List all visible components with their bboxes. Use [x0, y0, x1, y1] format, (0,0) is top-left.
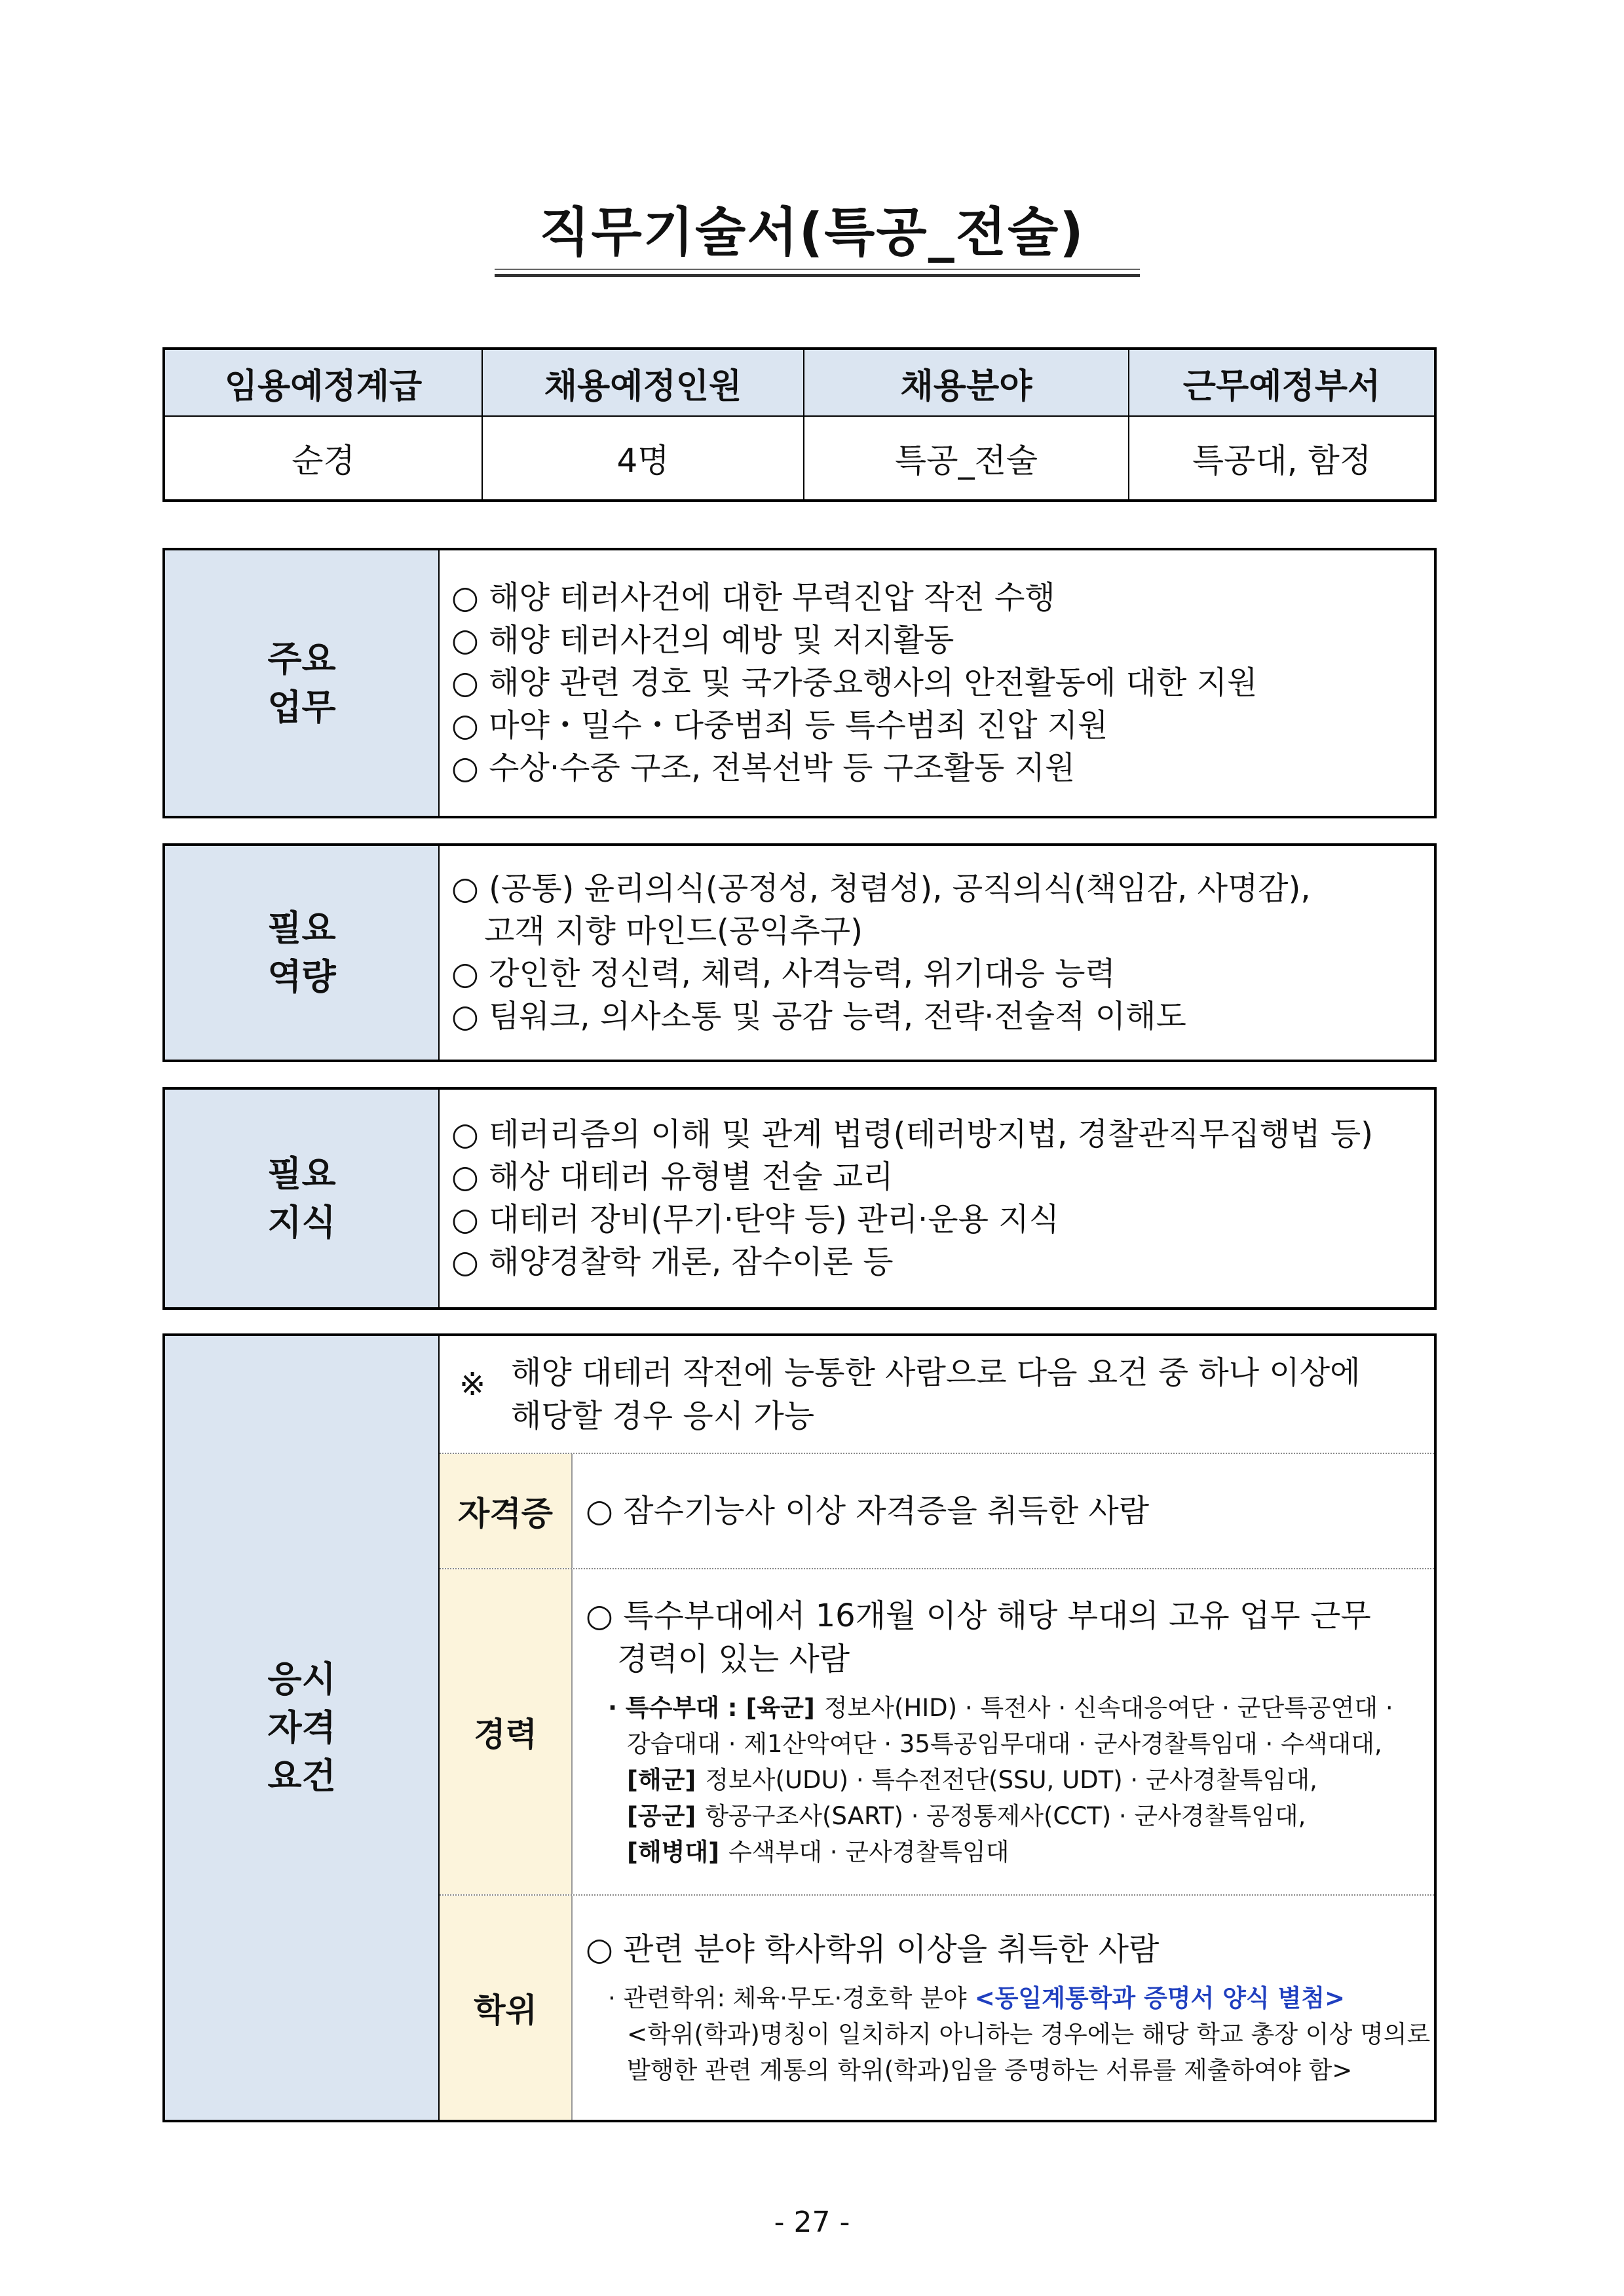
competency-item-continuation: 고객 지향 마인드(공익추구)	[484, 913, 863, 949]
eligibility-notice	[440, 1336, 1434, 1453]
notice-line: 해당할 경우 응시 가능	[511, 1398, 815, 1434]
detail-text: · 관련학위: 체육·무도·경호학 분야	[608, 1983, 967, 2012]
duty-item: ○ 해양 관련 경호 및 국가중요행사의 안전활동에 대한 지원	[451, 664, 1258, 701]
label-line: 주요	[267, 638, 336, 679]
career-row	[440, 1568, 1434, 1894]
required-competencies-label	[165, 846, 440, 1060]
detail-text: 항공구조사(SART) · 공정통제사(CCT) · 군사경찰특임대,	[705, 1801, 1306, 1830]
duty-item: ○ 마약・밀수・다중범죄 등 특수범죄 진압 지원	[451, 707, 1108, 744]
duty-item: ○ 해양 테러사건의 예방 및 저지활동	[451, 622, 954, 659]
detail-text: 발행한 관련 계통의 학위(학과)임을 증명하는 서류를 제출하여야 함>	[627, 2056, 1353, 2084]
label-line: 자격	[267, 1707, 336, 1748]
career-detail-line	[608, 1690, 1430, 1726]
label-line: 필요	[267, 908, 336, 949]
page-title: 직무기술서(특공_전술)	[539, 202, 1085, 263]
header-rank: 임용예정계급	[165, 350, 483, 417]
certificate-content	[573, 1454, 1434, 1568]
degree-details	[608, 1980, 1430, 2088]
required-knowledge-label	[165, 1090, 440, 1307]
main-duties-section	[162, 548, 1437, 818]
degree-detail-line	[608, 2052, 1430, 2088]
career-detail-line	[608, 1726, 1430, 1762]
eligibility-body	[440, 1336, 1434, 2120]
detail-bold-text: [공군]	[627, 1801, 696, 1830]
duty-item: ○ 해양 테러사건에 대한 무력진압 작전 수행	[451, 579, 1055, 616]
label-line: 업무	[267, 686, 336, 728]
certificate-label: 자격증	[440, 1454, 573, 1568]
notice-line: 해양 대테러 작전에 능통한 사람으로 다음 요건 중 하나 이상에	[511, 1354, 1361, 1391]
detail-bold-text: · 특수부대 : [육군]	[608, 1693, 815, 1722]
competency-item: ○ (공통) 윤리의식(공정성, 청렴성), 공직의식(책임감, 사명감),	[451, 870, 1311, 907]
detail-text: <학위(학과)명칭이 일치하지 아니하는 경우에는 해당 학교 총장 이상 명의로	[627, 2019, 1430, 2048]
degree-item: ○ 관련 분야 학사학위 이상을 취득한 사람	[586, 1930, 1160, 1968]
detail-text: 정보사(UDU) · 특수전전단(SSU, UDT) · 군사경찰특임대,	[705, 1765, 1317, 1794]
career-details	[608, 1690, 1430, 1870]
value-field: 특공_전술	[804, 417, 1129, 499]
competency-item: ○ 팀워크, 의사소통 및 공감 능력, 전략·전술적 이해도	[451, 998, 1186, 1035]
career-content	[573, 1569, 1434, 1894]
career-item-continuation: 경력이 있는 사람	[617, 1640, 850, 1677]
attachment-note: <동일계통학과 증명서 양식 별첨>	[974, 1983, 1345, 2012]
detail-text: 강습대대 · 제1산악여단 · 35특공임무대대 · 군사경찰특임대 · 수색대대,	[627, 1729, 1382, 1758]
detail-bold-text: [해군]	[627, 1765, 696, 1794]
certificate-row	[440, 1453, 1434, 1568]
required-knowledge-section	[162, 1087, 1437, 1310]
label-line: 요건	[267, 1755, 336, 1797]
page-number: - 27 -	[774, 2206, 850, 2239]
knowledge-item: ○ 테러리즘의 이해 및 관계 법령(테러방지법, 경찰관직무집행법 등)	[451, 1116, 1373, 1153]
knowledge-item: ○ 해상 대테러 유형별 전술 교리	[451, 1158, 894, 1195]
value-department: 특공대, 함정	[1192, 442, 1372, 480]
detail-bold-text: [해병대]	[627, 1837, 720, 1866]
degree-detail-line	[608, 2016, 1430, 2052]
label-line: 응시	[267, 1658, 336, 1700]
detail-text: 정보사(HID) · 특전사 · 신속대응여단 · 군단특공연대 ·	[823, 1693, 1393, 1722]
certificate-item: ○ 잠수기능사 이상 자격증을 취득한 사람	[586, 1493, 1150, 1529]
header-headcount: 채용예정인원	[483, 350, 804, 417]
career-detail-line	[608, 1834, 1430, 1870]
title-double-underline	[495, 269, 1140, 277]
knowledge-item: ○ 해양경찰학 개론, 잠수이론 등	[451, 1244, 894, 1280]
career-detail-line	[608, 1762, 1430, 1798]
degree-label: 학위	[440, 1896, 573, 2120]
main-duties-label	[165, 550, 440, 816]
career-detail-line	[608, 1798, 1430, 1834]
header-field: 채용분야	[804, 350, 1129, 417]
degree-content	[573, 1896, 1434, 2120]
value-headcount: 4명	[483, 417, 804, 499]
reference-mark: ※	[459, 1366, 486, 1403]
eligibility-label	[165, 1336, 440, 2120]
career-label: 경력	[440, 1569, 573, 1894]
label-line: 필요	[267, 1153, 336, 1195]
required-competencies-list	[440, 846, 1434, 1060]
competency-item: ○ 강인한 정신력, 체력, 사격능력, 위기대응 능력	[451, 955, 1116, 992]
duty-item: ○ 수상·수중 구조, 전복선박 등 구조활동 지원	[451, 750, 1076, 786]
main-duties-list	[440, 550, 1434, 816]
notice-text	[511, 1351, 1361, 1438]
degree-row	[440, 1894, 1434, 2120]
value-rank: 순경	[165, 417, 483, 499]
knowledge-item: ○ 대테러 장비(무기·탄약 등) 관리·운용 지식	[451, 1201, 1060, 1238]
degree-detail-line	[608, 1980, 1430, 2016]
label-line: 지식	[267, 1202, 336, 1243]
career-item: ○ 특수부대에서 16개월 이상 해당 부대의 고유 업무 근무	[586, 1597, 1371, 1634]
header-department: 근무예정부서	[1129, 350, 1434, 417]
summary-table	[162, 347, 1437, 502]
required-knowledge-list	[440, 1090, 1434, 1307]
detail-text: 수색부대 · 군사경찰특임대	[728, 1837, 1010, 1866]
eligibility-section	[162, 1333, 1437, 2122]
label-line: 역량	[267, 956, 336, 997]
required-competencies-section	[162, 843, 1437, 1062]
